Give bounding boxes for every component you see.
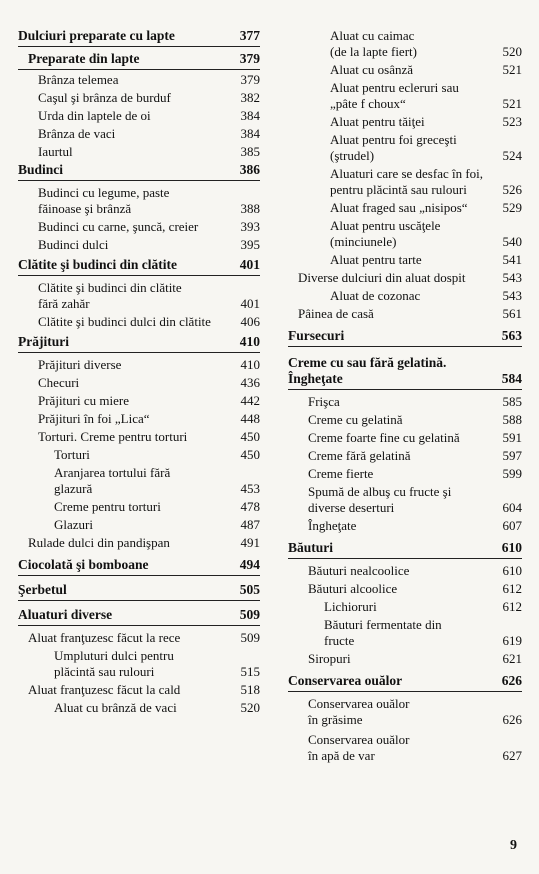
toc-entry-title: Creme cu gelatină — [308, 412, 403, 427]
toc-entry — [288, 355, 522, 390]
toc-entry-page: 388 — [240, 201, 260, 216]
toc-entry-page: 379 — [239, 51, 260, 66]
toc-entry-page: 540 — [502, 234, 522, 249]
toc-entry — [18, 700, 260, 716]
toc-entry-title: Torturi. Creme pentru torturi — [38, 429, 188, 444]
toc-entry — [18, 334, 260, 353]
toc-entry-title: Aluat pentru tăiţei — [330, 114, 425, 129]
toc-entry-title: Creme fierte — [308, 466, 374, 481]
toc-entry — [288, 448, 522, 464]
toc-entry-title: Spumă de albuş cu fructe şi diverse deserturi — [308, 484, 452, 515]
toc-entry — [18, 535, 260, 551]
toc-entry-title: Lichioruri — [324, 599, 377, 614]
toc-entry-page: 494 — [239, 557, 260, 572]
toc-entry-page: 584 — [501, 371, 522, 386]
toc-entry-page: 626 — [502, 712, 522, 727]
toc-entry-page: 401 — [240, 296, 260, 311]
toc-entry-page: 588 — [502, 412, 522, 427]
toc-entry — [288, 132, 522, 164]
toc-entry-title: Prăjituri — [18, 334, 69, 349]
toc-entry-page: 529 — [502, 200, 522, 215]
toc-entry-page: 509 — [239, 607, 260, 622]
toc-entry — [288, 412, 522, 428]
toc-entry-page: 386 — [239, 162, 260, 177]
toc-entry-page: 448 — [240, 411, 260, 426]
toc-entry-title: Fursecuri — [288, 328, 345, 343]
toc-entry-title: Băuturi nealcoolice — [308, 563, 410, 578]
toc-entry — [18, 393, 260, 409]
toc-entry-title: Brânza telemea — [38, 72, 119, 87]
toc-entry-title: Checuri — [38, 375, 80, 390]
toc-entry-title: Aluaturi care se desfac în foi, pentru plăcintă sau rulouri — [330, 166, 484, 197]
toc-entry — [288, 673, 522, 692]
toc-entry — [288, 430, 522, 446]
toc-entry-title: Creme fără gelatină — [308, 448, 411, 463]
toc-entry-title: Budinci cu carne, şuncă, creier — [38, 219, 199, 234]
toc-entry-page: 521 — [502, 62, 522, 77]
toc-entry-title: Aluat pentru foi greceşti (ştrudel) — [330, 132, 457, 163]
toc-entry — [18, 447, 260, 463]
toc-entry-title: Clătite şi budinci dulci din clătite — [38, 314, 211, 329]
toc-entry-title: Băuturi — [288, 540, 334, 555]
toc-entry-page: 382 — [240, 90, 260, 105]
toc-entry — [18, 257, 260, 276]
toc-entry-page: 621 — [502, 651, 522, 666]
toc-entry — [18, 72, 260, 88]
toc-entry-title: Aluat pentru uscăţele (minciunele) — [330, 218, 441, 249]
toc-entry — [288, 651, 522, 667]
toc-entry-title: Budinci dulci — [38, 237, 109, 252]
toc-entry-title: Urda din laptele de oi — [38, 108, 151, 123]
toc-entry-page: 436 — [240, 375, 260, 390]
toc-entry-page: 541 — [502, 252, 522, 267]
toc-entry-title: Aluat pentru tarte — [330, 252, 422, 267]
toc-entry-title: Îngheţate — [308, 518, 357, 533]
toc-entry-page: 505 — [239, 582, 260, 597]
toc-entry-page: 619 — [502, 633, 522, 648]
toc-entry-title: Aluat cu brânză de vaci — [54, 700, 177, 715]
toc-entry-page: 520 — [502, 44, 522, 59]
toc-entry-title: Brânza de vaci — [38, 126, 116, 141]
toc-entry-title: Aluat franţuzesc făcut la cald — [28, 682, 181, 697]
toc-entry-page: 591 — [502, 430, 522, 445]
toc-entry-page: 627 — [502, 748, 522, 763]
toc-entry — [288, 484, 522, 516]
toc-entry-page: 410 — [239, 334, 260, 349]
toc-entry-title: Aluat pentru ecleruri sau „pâte f choux“ — [330, 80, 459, 111]
toc-entry — [288, 166, 522, 198]
toc-entry-title: Aluat de cozonac — [330, 288, 421, 303]
toc-entry — [288, 80, 522, 112]
toc-entry-title: Băuturi fermentate din fructe — [324, 617, 442, 648]
toc-entry-page: 395 — [240, 237, 260, 252]
toc-entry — [18, 28, 260, 47]
toc-entry-title: Aluaturi diverse — [18, 607, 113, 622]
toc-entry-page: 515 — [240, 664, 260, 679]
toc-entry-page: 518 — [240, 682, 260, 697]
toc-entry — [288, 328, 522, 347]
toc-entry-page: 491 — [240, 535, 260, 550]
toc-entry-page: 453 — [240, 481, 260, 496]
toc-entry-page: 607 — [502, 518, 522, 533]
toc-entry-page: 384 — [240, 108, 260, 123]
toc-entry-page: 384 — [240, 126, 260, 141]
toc-entry — [18, 90, 260, 106]
toc-entry — [288, 114, 522, 130]
toc-entry-page: 599 — [502, 466, 522, 481]
toc-entry-page: 379 — [240, 72, 260, 87]
toc-entry-title: Rulade dulci din pandişpan — [28, 535, 170, 550]
toc-entry-page: 520 — [240, 700, 260, 715]
toc-entry-title: Pâinea de casă — [298, 306, 374, 321]
toc-entry — [18, 557, 260, 576]
toc-entry-title: Umpluturi dulci pentru plăcintă sau rulouri — [54, 648, 174, 679]
toc-entry-title: Conservarea ouălor în apă de var — [308, 732, 410, 763]
toc-entry — [288, 696, 522, 728]
toc-entry-title: Clătite şi budinci din clătite — [18, 257, 178, 272]
toc-entry-page: 561 — [502, 306, 522, 321]
toc-entry-page: 526 — [502, 182, 522, 197]
toc-entry-title: Prăjituri cu miere — [38, 393, 129, 408]
toc-entry-page: 487 — [240, 517, 260, 532]
toc-entry-page: 626 — [501, 673, 522, 688]
toc-entry — [18, 465, 260, 497]
toc-entry-title: Aranjarea tortului fără glazură — [54, 465, 171, 496]
toc-entry-page: 585 — [502, 394, 522, 409]
toc-entry — [18, 144, 260, 160]
toc-entry — [18, 314, 260, 330]
toc-left-column — [18, 28, 260, 716]
toc-entry-page: 604 — [502, 500, 522, 515]
toc-entry — [288, 540, 522, 559]
toc-entry-title: Ciocolată şi bomboane — [18, 557, 149, 572]
toc-entry-title: Glazuri — [54, 517, 93, 532]
toc-entry-title: Aluat franţuzesc făcut la rece — [28, 630, 181, 645]
toc-entry — [18, 280, 260, 312]
toc-entry-title: Preparate din lapte — [28, 51, 140, 66]
toc-entry — [288, 28, 522, 60]
toc-entry — [288, 599, 522, 615]
toc-entry — [18, 582, 260, 601]
toc-entry-page: 543 — [502, 270, 522, 285]
toc-entry-title: Budinci — [18, 162, 64, 177]
toc-entry-title: Aluat cu osânză — [330, 62, 414, 77]
toc-entry-page: 563 — [501, 328, 522, 343]
toc-entry — [288, 617, 522, 649]
toc-entry-title: Torturi — [54, 447, 90, 462]
toc-entry-page: 450 — [240, 429, 260, 444]
toc-entry-title: Aluat fraged sau „nisipos“ — [330, 200, 468, 215]
toc-entry-title: Clătite şi budinci din clătite fără zahăr — [38, 280, 182, 311]
toc-entry-title: Diverse dulciuri din aluat dospit — [298, 270, 466, 285]
toc-entry-title: Caşul şi brânza de burduf — [38, 90, 171, 105]
toc-entry-page: 597 — [502, 448, 522, 463]
toc-entry-page: 377 — [239, 28, 260, 43]
toc-entry — [18, 108, 260, 124]
toc-entry-title: Conservarea ouălor în grăsime — [308, 696, 410, 727]
toc-entry — [18, 411, 260, 427]
toc-entry — [288, 62, 522, 78]
toc-entry — [18, 126, 260, 142]
toc-entry-page: 523 — [502, 114, 522, 129]
toc-entry-page: 612 — [502, 599, 522, 614]
toc-entry — [288, 732, 522, 764]
toc-right-column — [288, 28, 522, 764]
toc-entry-page: 450 — [240, 447, 260, 462]
toc-entry — [288, 306, 522, 322]
toc-entry-page: 401 — [239, 257, 260, 272]
toc-entry-title: Budinci cu legume, paste făinoase şi brânză — [38, 185, 170, 216]
toc-entry — [18, 357, 260, 373]
toc-entry-page: 509 — [240, 630, 260, 645]
toc-entry — [18, 219, 260, 235]
toc-entry — [288, 218, 522, 250]
toc-entry — [18, 607, 260, 626]
toc-entry-title: Dulciuri preparate cu lapte — [18, 28, 175, 43]
toc-entry-page: 543 — [502, 288, 522, 303]
toc-entry-title: Creme pentru torturi — [54, 499, 161, 514]
toc-entry — [18, 375, 260, 391]
toc-entry-title: Siropuri — [308, 651, 351, 666]
toc-entry — [18, 237, 260, 253]
toc-entry — [288, 252, 522, 268]
toc-entry — [18, 162, 260, 181]
toc-entry-page: 393 — [240, 219, 260, 234]
toc-entry — [18, 185, 260, 217]
toc-entry-page: 478 — [240, 499, 260, 514]
toc-entry-page: 524 — [502, 148, 522, 163]
toc-entry-title: Prăjituri în foi „Lica“ — [38, 411, 150, 426]
toc-entry-page: 385 — [240, 144, 260, 159]
toc-entry — [18, 51, 260, 70]
toc-entry-page: 410 — [240, 357, 260, 372]
toc-entry — [18, 630, 260, 646]
toc-entry-page: 442 — [240, 393, 260, 408]
toc-entry — [288, 270, 522, 286]
toc-entry-title: Şerbetul — [18, 582, 67, 597]
toc-entry — [288, 563, 522, 579]
toc-entry — [288, 288, 522, 304]
toc-entry — [288, 200, 522, 216]
toc-entry-page: 612 — [502, 581, 522, 596]
toc-entry-page: 521 — [502, 96, 522, 111]
toc-entry — [288, 581, 522, 597]
toc-entry — [18, 429, 260, 445]
toc-entry-title: Aluat cu caimac (de la lapte fiert) — [330, 28, 417, 59]
toc-entry — [288, 518, 522, 534]
toc-entry — [18, 682, 260, 698]
toc-entry-title: Creme cu sau fără gelatină. Îngheţate — [288, 355, 447, 386]
toc-entry — [288, 394, 522, 410]
toc-entry-page: 610 — [502, 563, 522, 578]
toc-entry-title: Frişca — [308, 394, 340, 409]
toc-entry-title: Băuturi alcoolice — [308, 581, 398, 596]
toc-entry — [288, 466, 522, 482]
toc-entry-page: 610 — [501, 540, 522, 555]
toc-entry-page: 406 — [240, 314, 260, 329]
toc-entry — [18, 517, 260, 533]
page-number: 9 — [510, 838, 517, 853]
toc-entry — [18, 499, 260, 515]
toc-entry-title: Creme foarte fine cu gelatină — [308, 430, 460, 445]
toc-entry-title: Conservarea ouălor — [288, 673, 403, 688]
toc-entry-title: Prăjituri diverse — [38, 357, 122, 372]
toc-entry — [18, 648, 260, 680]
toc-entry-title: Iaurtul — [38, 144, 73, 159]
